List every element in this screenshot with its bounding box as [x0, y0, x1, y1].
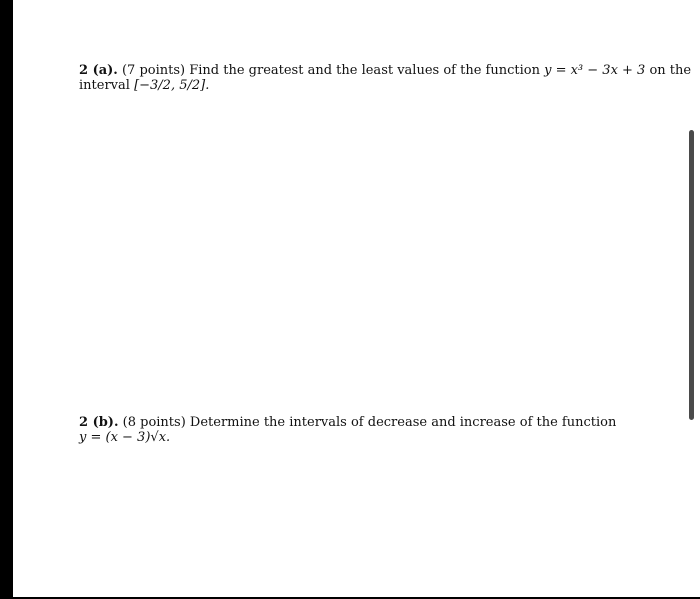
problem-2b: [79, 415, 634, 445]
problem-2a-points: (7 points): [121, 63, 186, 78]
problem-2a-label: 2 (a).: [79, 63, 118, 78]
problem-2b-text: Determine the intervals of decrease and increase of the function: [189, 415, 617, 430]
problem-2a-function: y = x³ − 3x + 3: [544, 63, 646, 78]
problem-2a-interval-prefix: interval: [79, 78, 130, 93]
problem-2b-function: y = (x − 3)√x.: [79, 430, 171, 445]
problem-2a-interval: [−3/2, 5/2].: [134, 78, 210, 93]
problem-2b-points: (8 points): [122, 415, 186, 430]
problem-2a-line-1: [79, 63, 692, 78]
problem-2a-after: on the: [649, 63, 692, 78]
problem-2b-line-2: [79, 430, 634, 445]
scrollbar-thumb[interactable]: [689, 130, 694, 420]
problem-2a-line-2: [79, 78, 634, 93]
problem-2a-text: Find the greatest and the least values of the function: [189, 63, 540, 78]
problem-2b-line-1: [79, 415, 634, 430]
problem-2b-label: 2 (b).: [79, 415, 119, 430]
problem-2a: [79, 63, 692, 93]
